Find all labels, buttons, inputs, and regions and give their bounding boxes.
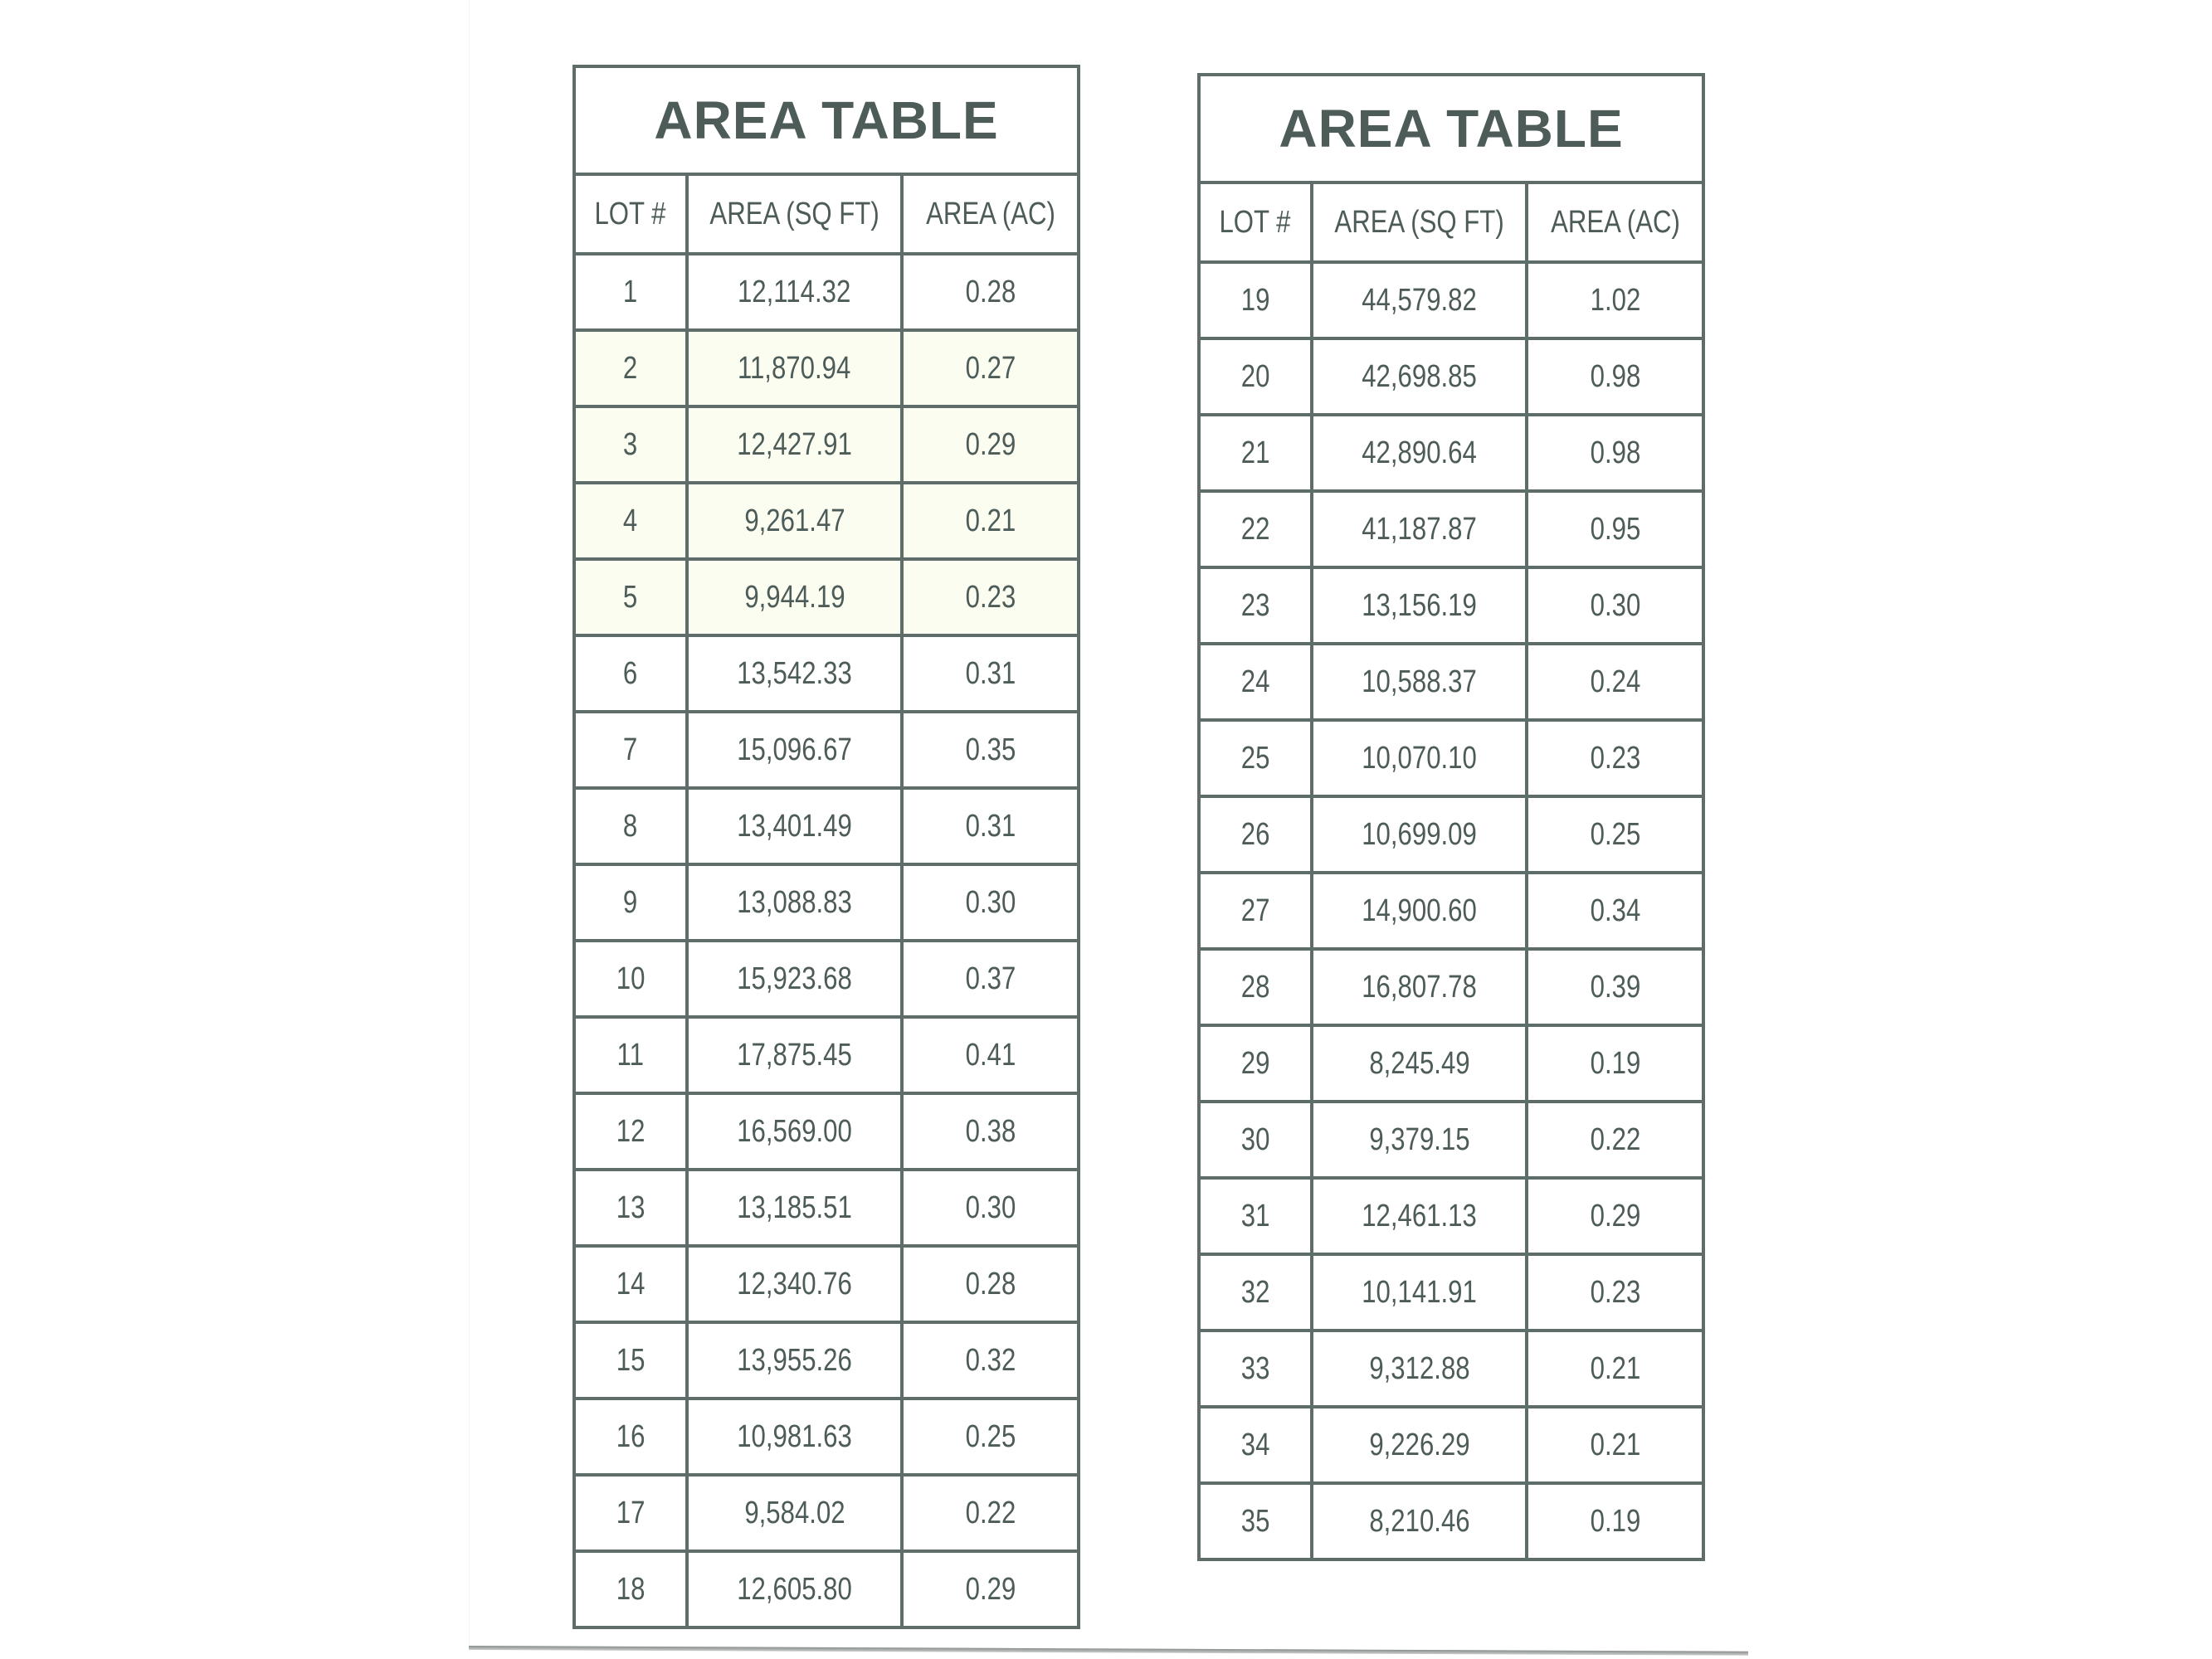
area-sqft-cell-value: 16,807.78 [1362,969,1477,1005]
lot-number-cell [574,254,687,330]
area-sqft-cell-value: 10,981.63 [737,1418,852,1454]
table-row [574,559,1079,635]
lot-number-cell [1199,1025,1312,1102]
table-body [1199,262,1703,1559]
table-row [1199,491,1703,567]
lot-number-cell-value: 15 [616,1342,646,1378]
area-acres-cell [1527,1483,1703,1559]
area-sqft-cell-value: 13,542.33 [737,655,852,691]
area-sqft-cell-value: 42,890.64 [1362,435,1477,470]
area-acres-cell-value: 0.98 [1590,358,1640,394]
column-header-area-sqft-label: AREA (SQ FT) [709,196,879,231]
table-row [1199,338,1703,415]
area-sqft-cell [1312,338,1527,415]
area-sqft-cell [1312,567,1527,644]
lot-number-cell [1199,415,1312,491]
column-header-area-sqft [1312,182,1527,262]
area-sqft-cell-value: 9,584.02 [743,1495,845,1530]
column-header-area-sqft-label: AREA (SQ FT) [1334,204,1504,240]
table-row [574,254,1079,330]
area-sqft-cell-value: 15,096.67 [737,732,852,767]
lot-number-cell-value: 6 [623,655,638,691]
table-row [574,941,1079,1017]
table-row [1199,1331,1703,1407]
table-row [574,864,1079,941]
lot-number-cell [1199,949,1312,1025]
lot-number-cell-value: 4 [623,503,638,538]
lot-number-cell-value: 17 [616,1495,646,1530]
area-acres-cell [1527,796,1703,873]
lot-number-cell [574,559,687,635]
area-sqft-cell [1312,644,1527,720]
area-sqft-cell [687,1246,902,1322]
table-title: AREA TABLE [574,66,1079,174]
area-sqft-cell-value: 10,699.09 [1362,816,1477,852]
area-acres-cell [1527,1178,1703,1254]
table-row [1199,567,1703,644]
lot-number-cell-value: 22 [1240,511,1270,547]
table-row [574,1322,1079,1399]
area-acres-cell-value: 0.30 [965,1190,1016,1225]
lot-number-cell [574,1322,687,1399]
area-sqft-cell-value: 9,944.19 [743,579,845,615]
table-row [574,1093,1079,1170]
area-acres-cell [1527,491,1703,567]
area-sqft-cell-value: 41,187.87 [1362,511,1477,547]
lot-number-cell [574,1246,687,1322]
lot-number-cell-value: 3 [623,426,638,462]
area-sqft-cell [1312,1178,1527,1254]
area-sqft-cell-value: 10,588.37 [1362,664,1477,699]
column-header-area-ac-label: AREA (AC) [1550,204,1680,240]
lot-number-cell [574,1093,687,1170]
table-row [1199,1102,1703,1178]
area-sqft-cell-value: 9,379.15 [1368,1121,1470,1157]
area-sqft-cell [1312,796,1527,873]
area-acres-cell-value: 0.22 [965,1495,1016,1530]
area-sqft-cell-value: 10,070.10 [1362,740,1477,776]
table-row [574,1399,1079,1475]
area-sqft-cell [687,1017,902,1093]
area-sqft-cell [687,330,902,406]
table-row [574,1017,1079,1093]
area-acres-cell [1527,644,1703,720]
lot-number-cell [1199,491,1312,567]
area-acres-cell [902,941,1079,1017]
area-acres-cell-value: 0.98 [1590,435,1640,470]
area-sqft-cell [687,1322,902,1399]
area-acres-cell-value: 0.28 [965,274,1016,309]
area-sqft-cell [1312,415,1527,491]
area-acres-cell [1527,338,1703,415]
area-acres-cell [902,1093,1079,1170]
lot-number-cell-value: 1 [623,274,638,309]
area-acres-cell-value: 0.23 [1590,1274,1640,1310]
area-acres-cell [1527,949,1703,1025]
column-header-lot [1199,182,1312,262]
table-row [574,1170,1079,1246]
lot-number-cell [1199,1407,1312,1483]
area-acres-cell [902,1170,1079,1246]
column-header-area-ac-label: AREA (AC) [925,196,1055,231]
area-acres-cell [902,254,1079,330]
area-sqft-cell-value: 12,340.76 [737,1266,852,1301]
lot-number-cell [574,330,687,406]
area-acres-cell [1527,1025,1703,1102]
area-acres-cell [902,1399,1079,1475]
lot-number-cell-value: 12 [616,1113,646,1149]
table-row [1199,644,1703,720]
lot-number-cell-value: 24 [1240,664,1270,699]
table-row [1199,415,1703,491]
lot-number-cell [574,1475,687,1551]
lot-number-cell [1199,1331,1312,1407]
lot-number-cell-value: 19 [1240,282,1270,318]
area-sqft-cell-value: 13,185.51 [737,1190,852,1225]
area-sqft-cell-value: 9,226.29 [1368,1427,1470,1462]
area-sqft-cell [1312,262,1527,338]
area-sqft-cell-value: 12,114.32 [738,274,851,309]
area-acres-cell-value: 0.27 [965,350,1016,386]
area-acres-cell-value: 0.41 [965,1037,1016,1073]
lot-number-cell [574,941,687,1017]
lot-number-cell [1199,338,1312,415]
table-row [1199,1178,1703,1254]
lot-number-cell-value: 5 [623,579,638,615]
area-sqft-cell [1312,949,1527,1025]
table-row [1199,873,1703,949]
area-sqft-cell [1312,1254,1527,1331]
area-sqft-cell-value: 11,870.94 [738,350,851,386]
area-acres-cell [902,788,1079,864]
area-sqft-cell-value: 12,427.91 [737,426,852,462]
area-sqft-cell-value: 9,261.47 [743,503,845,538]
area-acres-cell-value: 0.29 [965,1571,1016,1607]
area-sqft-cell [687,254,902,330]
area-acres-cell-value: 0.31 [965,655,1016,691]
area-acres-cell-value: 0.38 [965,1113,1016,1149]
area-acres-cell-value: 0.25 [1590,816,1640,852]
lot-number-cell-value: 35 [1240,1503,1270,1539]
column-header-area-ac [902,174,1079,254]
area-acres-cell [902,635,1079,712]
lot-number-cell [574,1170,687,1246]
area-sqft-cell-value: 13,955.26 [737,1342,852,1378]
column-header-area-sqft [687,174,902,254]
lot-number-cell-value: 9 [623,884,638,920]
area-sqft-cell [1312,491,1527,567]
lot-number-cell-value: 8 [623,808,638,844]
lot-number-cell-value: 29 [1240,1045,1270,1081]
lot-number-cell-value: 25 [1240,740,1270,776]
lot-number-cell [1199,1483,1312,1559]
lot-number-cell-value: 21 [1240,435,1270,470]
lot-number-cell [574,788,687,864]
lot-number-cell [574,1399,687,1475]
lot-number-cell [1199,873,1312,949]
area-sqft-cell-value: 17,875.45 [737,1037,852,1073]
area-acres-cell-value: 1.02 [1590,282,1640,318]
area-table-lots-19-35 [1197,73,1705,1561]
column-header-lot [574,174,687,254]
area-sqft-cell [687,635,902,712]
area-sqft-cell [687,941,902,1017]
area-acres-cell [1527,1331,1703,1407]
lot-number-cell [574,1017,687,1093]
area-sqft-cell [1312,1483,1527,1559]
lot-number-cell [1199,796,1312,873]
area-acres-cell-value: 0.31 [965,808,1016,844]
table-row [1199,262,1703,338]
area-acres-cell [1527,1407,1703,1483]
area-sqft-cell [1312,873,1527,949]
area-acres-cell [902,1551,1079,1627]
area-acres-cell-value: 0.30 [965,884,1016,920]
area-sqft-cell [687,864,902,941]
area-acres-cell [1527,262,1703,338]
area-sqft-cell [687,1093,902,1170]
area-sqft-cell-value: 9,312.88 [1368,1350,1470,1386]
area-sqft-cell-value: 14,900.60 [1362,893,1477,928]
area-acres-cell-value: 0.19 [1590,1503,1640,1539]
area-sqft-cell [687,1399,902,1475]
column-header-area-ac [1527,182,1703,262]
area-sqft-cell-value: 42,698.85 [1362,358,1477,394]
table-body [574,254,1079,1627]
table-row [1199,1407,1703,1483]
area-sqft-cell [687,1475,902,1551]
area-acres-cell-value: 0.23 [1590,740,1640,776]
table-row [574,1475,1079,1551]
table-row [574,1246,1079,1322]
lot-number-cell-value: 13 [616,1190,646,1225]
area-acres-cell [1527,1102,1703,1178]
table-row [1199,1025,1703,1102]
table-row [574,330,1079,406]
area-acres-cell-value: 0.21 [965,503,1016,538]
lot-number-cell [574,406,687,483]
lot-number-cell [1199,262,1312,338]
area-acres-cell-value: 0.21 [1590,1350,1640,1386]
area-acres-cell [902,1246,1079,1322]
area-acres-cell-value: 0.34 [1590,893,1640,928]
area-sqft-cell [1312,1331,1527,1407]
area-sqft-cell-value: 10,141.91 [1362,1274,1477,1310]
area-acres-cell [902,712,1079,788]
area-sqft-cell [1312,720,1527,796]
area-sqft-cell-value: 8,245.49 [1368,1045,1470,1081]
table-row [574,788,1079,864]
area-sqft-cell [1312,1407,1527,1483]
lot-number-cell-value: 2 [623,350,638,386]
lot-number-cell [1199,1254,1312,1331]
lot-number-cell-value: 31 [1240,1198,1270,1233]
lot-number-cell-value: 27 [1240,893,1270,928]
lot-number-cell-value: 18 [616,1571,646,1607]
area-acres-cell-value: 0.95 [1590,511,1640,547]
table-row [574,635,1079,712]
lot-number-cell [1199,644,1312,720]
area-acres-cell-value: 0.23 [965,579,1016,615]
lot-number-cell-value: 10 [616,961,646,996]
area-acres-cell [902,1017,1079,1093]
area-acres-cell [1527,1254,1703,1331]
column-header-lot-label: LOT # [1219,204,1291,240]
lot-number-cell [1199,567,1312,644]
lot-number-cell [1199,1178,1312,1254]
lot-number-cell [574,635,687,712]
lot-number-cell-value: 7 [623,732,638,767]
table-row [574,406,1079,483]
area-acres-cell-value: 0.35 [965,732,1016,767]
area-acres-cell [1527,873,1703,949]
lot-number-cell [574,864,687,941]
lot-number-cell-value: 11 [616,1037,645,1073]
column-header-lot-label: LOT # [594,196,666,231]
area-table-lots-1-18 [572,65,1080,1629]
table-row [1199,1483,1703,1559]
lot-number-cell-value: 16 [616,1418,646,1454]
table-title: AREA TABLE [1199,75,1703,182]
area-sqft-cell-value: 8,210.46 [1368,1503,1470,1539]
area-acres-cell-value: 0.19 [1590,1045,1640,1081]
lot-number-cell [1199,720,1312,796]
table-row [574,712,1079,788]
area-acres-cell-value: 0.37 [965,961,1016,996]
table-row [1199,796,1703,873]
area-sqft-cell-value: 13,401.49 [737,808,852,844]
area-acres-cell [902,1475,1079,1551]
lot-number-cell-value: 26 [1240,816,1270,852]
area-acres-cell [902,559,1079,635]
area-sqft-cell-value: 12,461.13 [1362,1198,1477,1233]
area-sqft-cell-value: 13,088.83 [737,884,852,920]
area-acres-cell [1527,567,1703,644]
lot-number-cell-value: 33 [1240,1350,1270,1386]
table-row [1199,720,1703,796]
area-acres-cell-value: 0.25 [965,1418,1016,1454]
area-acres-cell-value: 0.29 [965,426,1016,462]
lot-number-cell [574,712,687,788]
lot-number-cell-value: 23 [1240,587,1270,623]
area-sqft-cell [687,1170,902,1246]
lot-number-cell [574,1551,687,1627]
area-acres-cell-value: 0.32 [965,1342,1016,1378]
area-acres-cell-value: 0.21 [1590,1427,1640,1462]
area-sqft-cell-value: 15,923.68 [737,961,852,996]
area-sqft-cell-value: 16,569.00 [737,1113,852,1149]
table-row [574,483,1079,559]
area-acres-cell [902,1322,1079,1399]
area-sqft-cell [687,788,902,864]
area-acres-cell-value: 0.22 [1590,1121,1640,1157]
area-acres-cell [902,330,1079,406]
table-row [1199,949,1703,1025]
area-sqft-cell [687,406,902,483]
area-acres-cell [902,406,1079,483]
area-acres-cell-value: 0.30 [1590,587,1640,623]
area-acres-cell-value: 0.24 [1590,664,1640,699]
lot-number-cell-value: 28 [1240,969,1270,1005]
lot-number-cell [574,483,687,559]
area-acres-cell-value: 0.28 [965,1266,1016,1301]
lot-number-cell-value: 34 [1240,1427,1270,1462]
table-row [1199,1254,1703,1331]
area-sqft-cell [1312,1025,1527,1102]
area-sqft-cell-value: 44,579.82 [1362,282,1477,318]
area-sqft-cell [687,483,902,559]
area-sqft-cell-value: 12,605.80 [737,1571,852,1607]
area-sqft-cell [1312,1102,1527,1178]
area-acres-cell [902,483,1079,559]
area-acres-cell [902,864,1079,941]
area-acres-cell-value: 0.29 [1590,1198,1640,1233]
area-sqft-cell [687,559,902,635]
lot-number-cell-value: 30 [1240,1121,1270,1157]
area-acres-cell-value: 0.39 [1590,969,1640,1005]
table-row [574,1551,1079,1627]
lot-number-cell [1199,1102,1312,1178]
area-sqft-cell-value: 13,156.19 [1362,587,1477,623]
area-acres-cell [1527,415,1703,491]
area-sqft-cell [687,1551,902,1627]
area-acres-cell [1527,720,1703,796]
lot-number-cell-value: 14 [616,1266,646,1301]
area-sqft-cell [687,712,902,788]
lot-number-cell-value: 32 [1240,1274,1270,1310]
lot-number-cell-value: 20 [1240,358,1270,394]
